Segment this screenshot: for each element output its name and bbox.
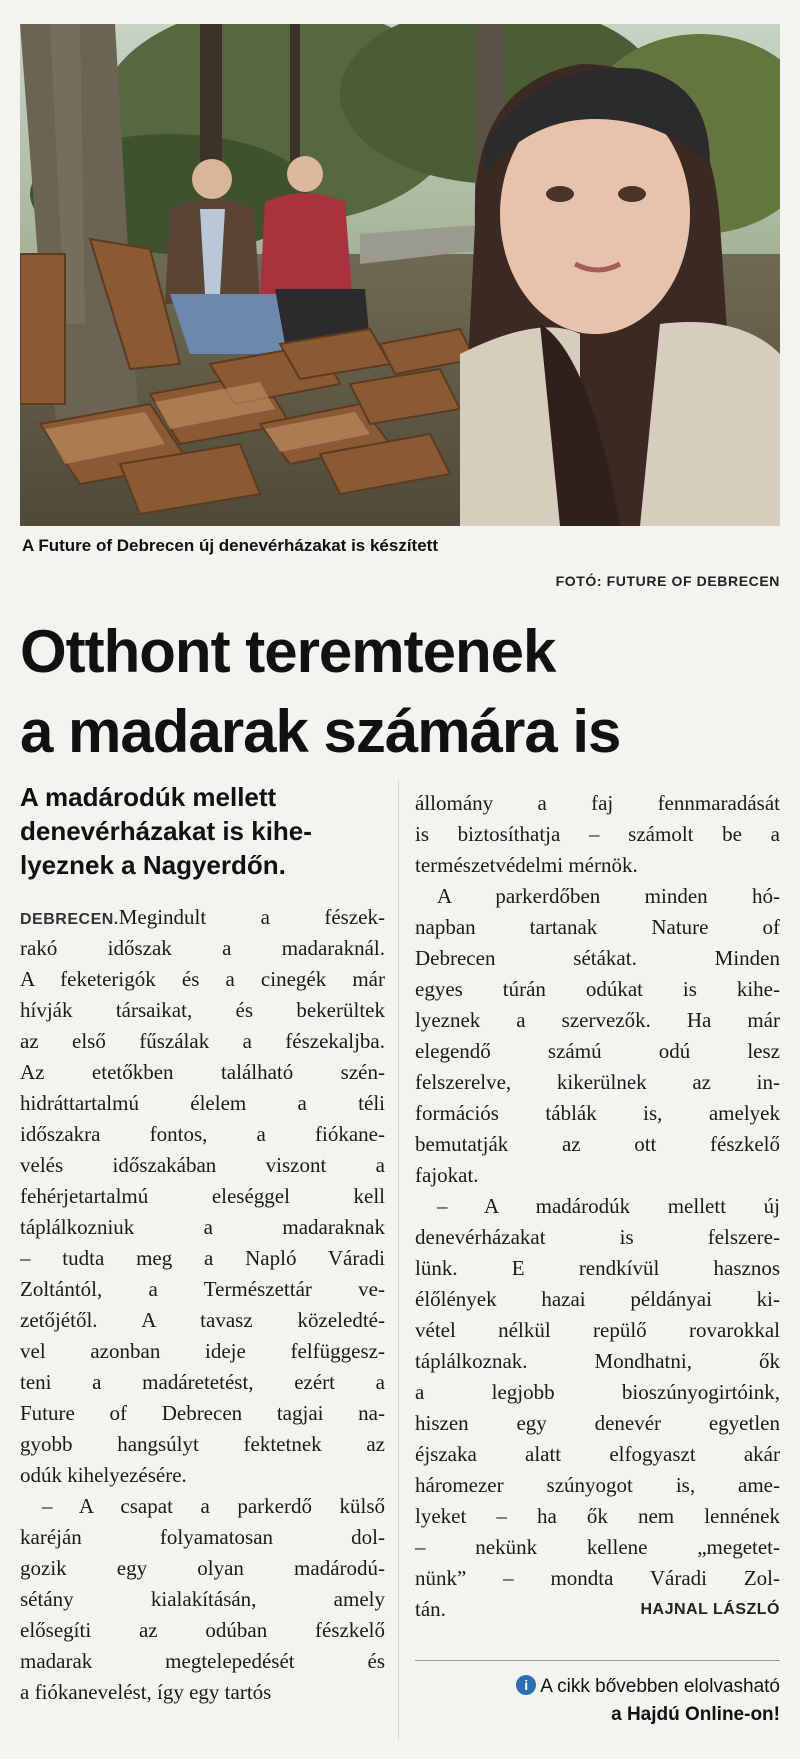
article-line bbox=[415, 1408, 780, 1439]
article-line-text: bemutatják az ott fészkelő bbox=[415, 1132, 780, 1156]
article-line bbox=[20, 902, 385, 933]
article-line bbox=[20, 1367, 385, 1398]
article-line-text: tán. bbox=[415, 1597, 446, 1621]
article-line bbox=[20, 1150, 385, 1181]
article-line bbox=[415, 1253, 780, 1284]
article-line-text: Az etetőkben található szén- bbox=[20, 1060, 385, 1084]
body-text-right bbox=[415, 788, 780, 1625]
article-line-text: egyes túrán odúkat is kihe- bbox=[415, 977, 780, 1001]
article-line-text: denevérházakat is felszere- bbox=[415, 1225, 780, 1249]
article-line-text: elegendő számú odú lesz bbox=[415, 1039, 780, 1063]
article-line bbox=[20, 1553, 385, 1584]
column-right bbox=[415, 788, 780, 1625]
article-line bbox=[415, 1563, 780, 1594]
article-line-text: időszakra fontos, a fiókane- bbox=[20, 1122, 385, 1146]
article-line-text: zetőjétől. A tavasz közeledté- bbox=[20, 1308, 385, 1332]
article-line bbox=[415, 943, 780, 974]
article-line bbox=[415, 1067, 780, 1098]
article-line-text: vel azonban ideje felfüggesz- bbox=[20, 1339, 385, 1363]
article-line-text: háromezer szúnyogot is, ame- bbox=[415, 1473, 780, 1497]
photo-caption: A Future of Debrecen új denevérházakat is készített bbox=[22, 536, 438, 555]
byline-row bbox=[415, 1594, 780, 1625]
article-line bbox=[415, 819, 780, 850]
column-divider bbox=[398, 780, 399, 1740]
article-line bbox=[20, 1522, 385, 1553]
article-line-text: az első fűszálak a fészekaljba. bbox=[20, 1029, 385, 1053]
subhead-line: denevérházakat is kihe- bbox=[20, 816, 312, 846]
article-line bbox=[20, 1057, 385, 1088]
article-line bbox=[20, 1429, 385, 1460]
article-line-text: élőlények hazai példányai ki- bbox=[415, 1287, 780, 1311]
article-line-text: napban tartanak Nature of bbox=[415, 915, 780, 939]
article-line bbox=[415, 850, 780, 881]
article-line bbox=[415, 1501, 780, 1532]
subheadline bbox=[20, 780, 385, 882]
article-line bbox=[415, 1129, 780, 1160]
article-line-text: természetvédelmi mérnök. bbox=[415, 853, 638, 877]
article-line bbox=[415, 788, 780, 819]
online-promo[interactable] bbox=[415, 1660, 780, 1729]
article-line-text: nünk” – mondta Váradi Zol- bbox=[415, 1566, 780, 1590]
article-line bbox=[415, 1377, 780, 1408]
article-line-text: karéján folyamatosan dol- bbox=[20, 1525, 385, 1549]
author-byline: HAJNAL LÁSZLÓ bbox=[640, 1601, 780, 1618]
article-line-text: Debrecen sétákat. Minden bbox=[415, 946, 780, 970]
article-line bbox=[20, 1646, 385, 1677]
article-line bbox=[415, 1222, 780, 1253]
article-line bbox=[20, 1677, 385, 1708]
article-line bbox=[415, 1315, 780, 1346]
article-line-text: is biztosíthatja – számolt be a bbox=[415, 822, 780, 846]
article-line-text: táplálkoznak. Mondhatni, ők bbox=[415, 1349, 780, 1373]
article-line-text: elősegíti az odúban fészkelő bbox=[20, 1618, 385, 1642]
article-line-text: velés időszakában viszont a bbox=[20, 1153, 385, 1177]
article-line bbox=[20, 1460, 385, 1491]
article-line-text: táplálkozniuk a madaraknak bbox=[20, 1215, 385, 1239]
article-line bbox=[20, 1243, 385, 1274]
article-line-text: lünk. E rendkívül hasznos bbox=[415, 1256, 780, 1280]
article-line-text: gozik egy olyan madárodú- bbox=[20, 1556, 385, 1580]
article-line-text: Zoltántól, a Természettár ve- bbox=[20, 1277, 385, 1301]
article-line bbox=[20, 1026, 385, 1057]
article-line bbox=[415, 1036, 780, 1067]
promo-text: A cikk bővebben elolvasható bbox=[540, 1676, 780, 1697]
article-line-text: – tudta meg a Napló Váradi bbox=[20, 1246, 385, 1270]
article-line-text: – A csapat a parkerdő külső bbox=[42, 1494, 385, 1518]
subhead-line: A madárodúk mellett bbox=[20, 782, 277, 812]
article-line-text: A feketerigók és a cinegék már bbox=[20, 967, 385, 991]
subhead-line: lyeznek a Nagyerdőn. bbox=[20, 850, 286, 880]
article-line bbox=[20, 1274, 385, 1305]
article-photo bbox=[20, 24, 780, 526]
promo-line bbox=[415, 1673, 780, 1701]
headline-line: a madarak számára is bbox=[20, 698, 621, 765]
article-line-text: madarak megtelepedését és bbox=[20, 1649, 385, 1673]
article-line-text: odúk kihelyezésére. bbox=[20, 1463, 187, 1487]
article-line-text: teni a madáretetést, ezért a bbox=[20, 1370, 385, 1394]
article-line-text: rakó időszak a madaraknál. bbox=[20, 936, 385, 960]
article-line bbox=[20, 964, 385, 995]
article-line bbox=[415, 1470, 780, 1501]
body-text-left bbox=[20, 902, 385, 1708]
article-line-text: vétel nélkül repülő rovarokkal bbox=[415, 1318, 780, 1342]
dateline: DEBRECEN. bbox=[20, 911, 119, 928]
article-line-text: a fiókanevelést, így egy tartós bbox=[20, 1680, 272, 1704]
article-line-text: éjszaka alatt elfogyaszt akár bbox=[415, 1442, 780, 1466]
article-line-text: formációs táblák is, amelyek bbox=[415, 1101, 780, 1125]
article-line-text: – A madárodúk mellett új bbox=[437, 1194, 780, 1218]
headline-line: Otthont teremtenek bbox=[20, 618, 556, 685]
article-line bbox=[20, 1398, 385, 1429]
article-line bbox=[20, 1584, 385, 1615]
article-line-text: a legjobb bioszúnyogirtóink, bbox=[415, 1380, 780, 1404]
promo-link[interactable]: a Hajdú Online-on! bbox=[611, 1704, 780, 1725]
article-line-text: fajokat. bbox=[415, 1163, 479, 1187]
article-line bbox=[415, 881, 780, 912]
article-line bbox=[20, 1305, 385, 1336]
article-line bbox=[415, 1284, 780, 1315]
article-line bbox=[415, 1160, 780, 1191]
article-line bbox=[415, 1098, 780, 1129]
article-line bbox=[415, 1005, 780, 1036]
article-line-text: Megindult a fészek- bbox=[118, 905, 385, 929]
article-line bbox=[20, 1119, 385, 1150]
article-line bbox=[20, 995, 385, 1026]
headline bbox=[20, 612, 780, 772]
article-line bbox=[415, 1191, 780, 1222]
article-line bbox=[415, 1532, 780, 1563]
article-line bbox=[20, 1088, 385, 1119]
article-line-text: fehérjetartalmú eleséggel kell bbox=[20, 1184, 385, 1208]
article-line bbox=[415, 1439, 780, 1470]
article-line-text: hidráttartalmú élelem a téli bbox=[20, 1091, 385, 1115]
article-line bbox=[20, 1212, 385, 1243]
article-line bbox=[20, 933, 385, 964]
article-line bbox=[20, 1615, 385, 1646]
article-line-text: A parkerdőben minden hó- bbox=[437, 884, 780, 908]
article-line-text: – nekünk kellene „megetet- bbox=[415, 1535, 780, 1559]
article-line-text: Future of Debrecen tagjai na- bbox=[20, 1401, 385, 1425]
info-icon: i bbox=[516, 1675, 536, 1695]
article-line bbox=[415, 912, 780, 943]
article-line-text: sétány kialakításán, amely bbox=[20, 1587, 385, 1611]
article-line-text: állomány a faj fennmaradását bbox=[415, 791, 780, 815]
article-line-text: felszerelve, kikerülnek az in- bbox=[415, 1070, 780, 1094]
article-line-text: lyeznek a szervezők. Ha már bbox=[415, 1008, 780, 1032]
article-line-text: lyeket – ha ők nem lennének bbox=[415, 1504, 780, 1528]
article-line-text: hiszen egy denevér egyetlen bbox=[415, 1411, 780, 1435]
article-line bbox=[20, 1181, 385, 1212]
article-line-text: gyobb hangsúlyt fektetnek az bbox=[20, 1432, 385, 1456]
photo-illustration bbox=[20, 24, 780, 526]
article-line bbox=[415, 974, 780, 1005]
column-left bbox=[20, 780, 385, 1708]
article-line bbox=[415, 1346, 780, 1377]
photo-credit: FOTÓ: FUTURE OF DEBRECEN bbox=[555, 573, 780, 589]
article-line bbox=[20, 1491, 385, 1522]
article-line-text: hívják társaikat, és bekerültek bbox=[20, 998, 385, 1022]
article-line bbox=[20, 1336, 385, 1367]
